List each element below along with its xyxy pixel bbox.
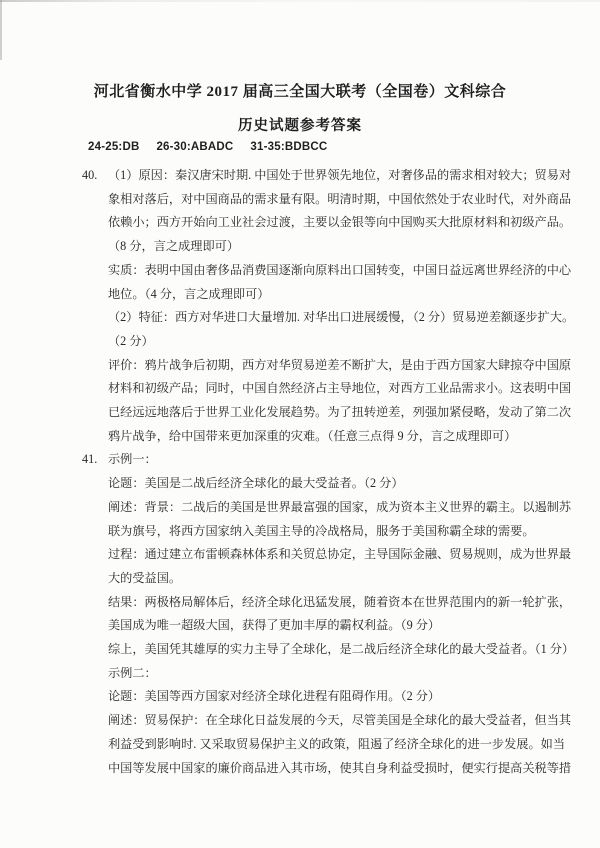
answer-key-group-26-30: 26-30:ABADC [156,141,234,153]
text-line: 论题：美国是二战后经济全球化的最大受益者。（2 分） [108,476,404,491]
paragraph [108,685,556,709]
text-line: 联为旗号，将西方国家纳入美国主导的冷战格局，服务于美国称霸全球的需要。 [108,523,535,538]
text-line: 利益受到影响时. 又采取贸易保护主义的政策，阻遏了经济全球化的进一步发展。如当 [108,736,566,751]
text-line: 阐述：贸易保护：在全球化日益发展的今天，尽管美国是全球化的最大受益者，但当其 [108,713,572,728]
multiple-choice-answer-key [88,141,327,153]
answer-key-group-31-35: 31-35:BDBCC [250,141,328,153]
scan-artifact [0,0,600,2]
question-number: 41. [82,452,98,467]
paragraph [108,306,575,353]
paragraph [108,709,572,780]
text-line: （2）特征：西方对华进口大量增加. 对华出口进展缓慢，（2 分）贸易逆差额逐步扩大。 [108,310,575,325]
text-line: 示例二： [108,665,157,680]
text-line: 中国等发展中国家的廉价商品进入其市场，使其自身利益受损时，便实行提高关税等措 [108,760,572,775]
paragraph [108,496,572,543]
question-number: 40. [82,168,98,182]
document-subtitle: 历史试题参考答案 [238,118,362,134]
paragraph [82,448,556,472]
document-body [82,164,575,780]
text-line: 论题：美国等西方国家对经济全球化进程有阻碍作用。（2 分） [108,689,441,704]
text-line: （8 分，言之成理即可） [108,239,240,254]
text-line: 阐述：背景：二战后的美国是世界最富强的国家，成为资本主义世界的霸主。以遏制苏 [108,499,572,514]
text-line: （2 分） [108,333,154,348]
text-line: 象相对落后，对中国商品的需求量有限。明清时期，中国依然处于农业时代，对外商品 [108,191,572,206]
text-line: 材料和初级产品；同时，中国自然经济占主导地位，对西方工业品需求小。这表明中国 [108,381,572,396]
document-title: 河北省衡水中学 2017 届高三全国大联考（全国卷）文科综合 [93,84,507,100]
paragraph [108,543,572,590]
paragraph [108,638,575,662]
text-line: （1）原因：秦汉唐宋时期. 中国处于世界领先地位，对奢侈品的需求相对较大；贸易对 [108,168,572,182]
text-line: 示例一： [108,452,157,467]
text-line: 结果：两极格局解体后，经济全球化迅猛发展，随着资本在世界范围内的新一轮扩张， [108,594,572,609]
text-line: 地位。（4 分，言之成理即可） [108,286,270,301]
paragraph [108,354,572,449]
text-line: 过程：通过建立布雷顿森林体系和关贸总协定，主导国际金融、贸易规则，成为世界最 [108,547,572,562]
paragraph [108,591,572,638]
answer-key-group-24-25: 24-25:DB [88,141,140,153]
text-line: 依赖小；西方开始向工业社会过渡，主要以金银等向中国购买大批原材料和初级产品。 [108,215,572,230]
paragraph [108,662,556,686]
scan-artifact [0,0,2,60]
text-line: 美国成为唯一超级大国，获得了更加丰厚的霸权利益。（9 分） [108,618,441,633]
text-line: 大的受益国。 [108,570,182,585]
paragraph [108,472,556,496]
text-line: 已经远远地落后于世界工业化发展趋势。为了扭转逆差，列强加紧侵略，发动了第二次 [108,405,572,420]
text-line: 鸦片战争，给中国带来更加深重的灾难。（任意三点得 9 分，言之成理即可） [108,428,517,443]
text-line: 综上，美国凭其雄厚的实力主导了全球化，是二战后经济全球化的最大受益者。（1 分） [108,642,575,657]
paragraph [82,164,572,259]
text-line: 实质：表明中国由奢侈品消费国逐渐向原料出口国转变，中国日益远离世界经济的中心 [108,262,572,277]
text-line: 评价：鸦片战争后初期，西方对华贸易逆差不断扩大，是由于西方国家大肆掠夺中国原 [108,357,572,372]
paragraph [108,259,572,306]
